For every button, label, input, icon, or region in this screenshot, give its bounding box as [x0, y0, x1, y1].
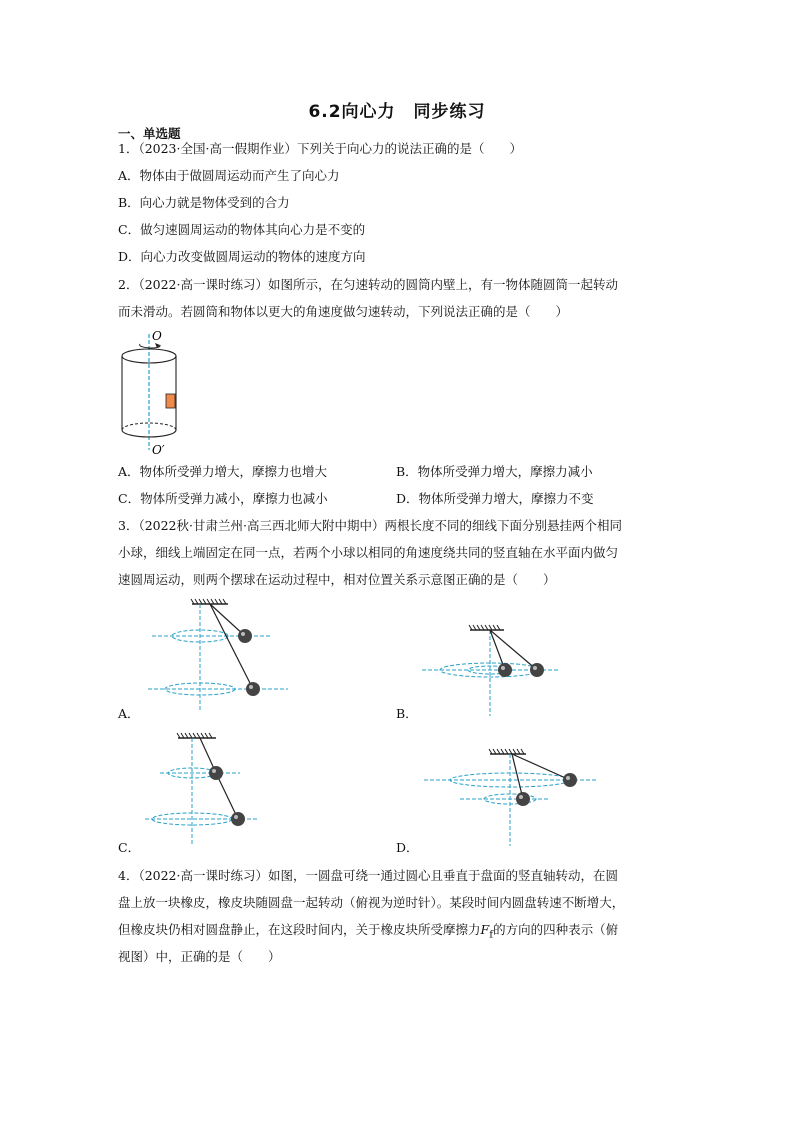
q2-option-c: C．物体所受弹力减小，摩擦力也减小	[118, 491, 328, 506]
q2-stem-line1: 2．（2022·高一课时练习）如图所示，在匀速转动的圆筒内壁上，有一物体随圆筒一起转动	[118, 277, 618, 292]
cylinder-figure	[112, 328, 192, 456]
block-on-wall	[166, 394, 175, 408]
q3-stem-line2: 小球，细线上端固定在同一点，若两个小球以相同的角速度绕共同的竖直轴在水平面内做匀	[118, 545, 619, 560]
q4-stem-line1: 4．（2022·高一课时练习）如图，一圆盘可绕一通过圆心且垂直于盘面的竖直轴转动，在圆	[118, 868, 618, 883]
q3-label-a: A．	[118, 706, 140, 721]
pendulum-figure-b	[418, 624, 568, 719]
page-title: 6.2向心力 同步练习	[308, 102, 486, 122]
ball-upper	[238, 629, 252, 643]
q1-stem: 1．（2023·全国·高一假期作业）下列关于向心力的说法正确的是（ ）	[118, 141, 522, 156]
pendulum-figure-a	[140, 598, 300, 713]
pendulum-figure-d	[420, 748, 605, 848]
ball-lower	[246, 682, 260, 696]
pendulum-figure-c	[140, 732, 270, 847]
friction-symbol: F	[480, 922, 490, 937]
q4-stem-line4: 视图）中，正确的是（ ）	[118, 949, 281, 964]
q1-option-a: A．物体由于做圆周运动而产生了向心力	[118, 168, 340, 183]
q4-stem-line3: 但橡皮块仍相对圆盘静止，在这段时间内，关于橡皮块所受摩擦力$F_f$的方向的四种表示（俯	[118, 922, 619, 941]
q2-option-b: B．物体所受弹力增大，摩擦力减小	[396, 464, 593, 479]
q3-stem-line3: 速圆周运动，则两个摆球在运动过程中，相对位置关系示意图正确的是（ ）	[118, 572, 556, 587]
q2-stem-line2: 而未滑动。若圆筒和物体以更大的角速度做匀速转动，下列说法正确的是（ ）	[118, 304, 569, 319]
q4-stem-line2: 盘上放一块橡皮，橡皮块随圆盘一起转动（俯视为逆时针）。某段时间内圆盘转速不断增大，	[118, 895, 625, 910]
q1-option-b: B．向心力就是物体受到的合力	[118, 195, 290, 210]
q2-option-d: D．物体所受弹力增大，摩擦力不变	[396, 491, 594, 506]
q1-option-d: D．向心力改变做圆周运动的物体的速度方向	[118, 249, 366, 264]
axis-label-bottom: O′	[152, 443, 165, 456]
q3-label-b: B．	[396, 706, 418, 721]
q2-option-a: A．物体所受弹力增大，摩擦力也增大	[118, 464, 328, 479]
q3-label-d: D．	[396, 840, 419, 855]
q3-stem-line1: 3．（2022秋·甘肃兰州·高三西北师大附中期中）两根长度不同的细线下面分别悬挂两个相同	[118, 518, 622, 533]
q3-label-c: C．	[118, 840, 141, 855]
q1-option-c: C．做匀速圆周运动的物体其向心力是不变的	[118, 222, 366, 237]
axis-label-top: O	[152, 329, 162, 343]
section-heading: 一、单选题	[118, 126, 181, 141]
